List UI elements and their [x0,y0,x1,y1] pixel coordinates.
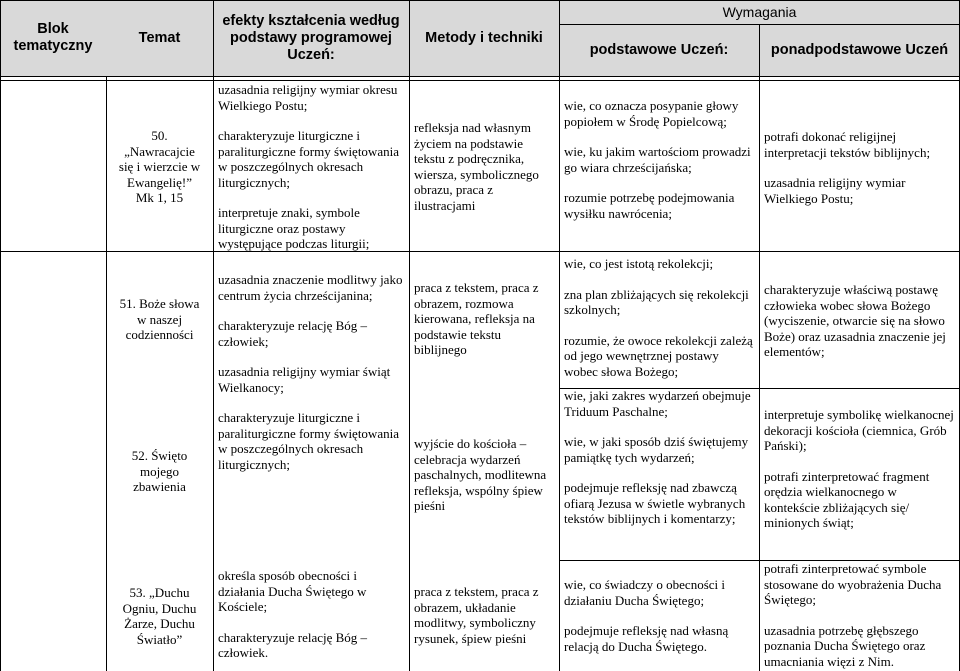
basic-row-4: wie, co świadczy o obecności i działaniu Ducha Świętego; podejmuje refleksję nad własną relacją do Ducha Świętego. [564,577,729,654]
effects-row-1: uzasadnia religijny wymiar okresu Wielkiego Postu; charakteryzuje liturgiczne i paraliturgiczne formy świętowania w poszczególnych okresach liturgicznych; interpretuje znaki, symbole liturgiczne oraz postawy występujące podczas liturgii; [218,82,399,251]
block-53: 53. „Duchu Ogniu, Duchu Żarze, Duchu Światło” [122,585,197,647]
advanced-row-3: interpretuje symbolikę wielkanocnej dekoracji kościoła (ciemnica, Grób Pański); potrafi zinterpretować fragment orędzia wielkanocnego w kontekście zbliżających się/ minionych świąt; [764,407,954,530]
advanced-row-2: charakteryzuje właściwą postawę człowieka wobec słowa Bożego (wyciszenie, otwarcie się na słowo Boże) oraz uzasadnia znaczenie jej elementów; [764,282,946,359]
header-efekty: efekty kształcenia według podstawy programowej Uczeń: [222,12,400,63]
block-52: 52. Święto mojego zbawienia [131,448,188,494]
header-ponadpodstawowe: ponadpodstawowe Uczeń [770,41,949,58]
header-blok: Blok tematyczny [13,21,93,54]
grid-line [559,24,960,25]
grid-line [0,0,960,1]
header-podstawowe: podstawowe Uczeń: [589,41,729,58]
basic-row-2: wie, co jest istotą rekolekcji; zna plan zbliżających się rekolekcji szkolnych; rozumie, że owoce rekolekcji zależą od jego wewnętrznej postawy wobec słowa Bożego; [564,256,753,379]
header-wymagania: Wymagania [722,3,797,20]
header-temat: Temat [138,29,181,46]
methods-row-2: praca z tekstem, praca z obrazem, rozmowa kierowana, refleksja na podstawie tekstu biblijnego [414,280,539,357]
grid-line [0,251,960,252]
block-50: 50. „Nawracajcie się i wierzcie w Ewangelię!” Mk 1, 15 [118,128,201,205]
basic-row-1: wie, co oznacza posypanie głowy popiołem w Środę Popielcową; wie, ku jakim wartościom prowadzi go wiara chrześcijańska; rozumie potrzebę podejmowania wysiłku nawrócenia; [564,98,751,221]
methods-row-3: wyjście do kościoła – celebracja wydarzeń paschalnych, modlitewna refleksja, wspólny śpiew pieśni [414,436,547,513]
basic-row-3: wie, jaki zakres wydarzeń obejmuje Triduum Paschalne; wie, w jaki sposób dziś świętujemy pamiątkę tych wydarzeń; podejmuje refleksję nad zbawczą ofiarą Jezusa w świetle wybranych tekstów biblijnych i komentarzy; [564,388,751,526]
grid-line [0,80,960,81]
advanced-row-1: potrafi dokonać religijnej interpretacji tekstów biblijnych; uzasadnia religijny wymiar Wielkiego Postu; [764,129,931,206]
methods-row-1: refleksja nad własnym życiem na podstawie tekstu z podręcznika, wiersza, symbolicznego obrazu, praca z ilustracjami [414,120,539,213]
methods-row-4: praca z tekstem, praca z obrazem, układanie modlitwy, symboliczny rysunek, śpiew pieśni [414,584,539,646]
block-51: 51. Boże słowa w naszej codzienności [119,296,200,342]
grid-line [0,0,1,671]
header-metody: Metody i techniki [425,29,543,46]
advanced-row-4: potrafi zinterpretować symbole stosowane do wyobrażenia Ducha Świętego; uzasadnia potrzebę głębszego poznania Ducha Świętego oraz umacniania więzi z Nim. [764,561,942,669]
effects-row-4: określa sposób obecności i działania Ducha Świętego w Kościele; charakteryzuje relację Bóg – człowiek. [218,568,368,660]
grid-line [0,76,960,77]
effects-row-2: uzasadnia znaczenie modlitwy jako centrum życia chrześcijanina; charakteryzuje relację Bóg – człowiek; uzasadnia religijny wymiar świąt Wielkanocy; charakteryzuje liturgiczne i paraliturgiczne formy świętowania w poszczególnych okresach liturgicznych; [218,272,403,472]
